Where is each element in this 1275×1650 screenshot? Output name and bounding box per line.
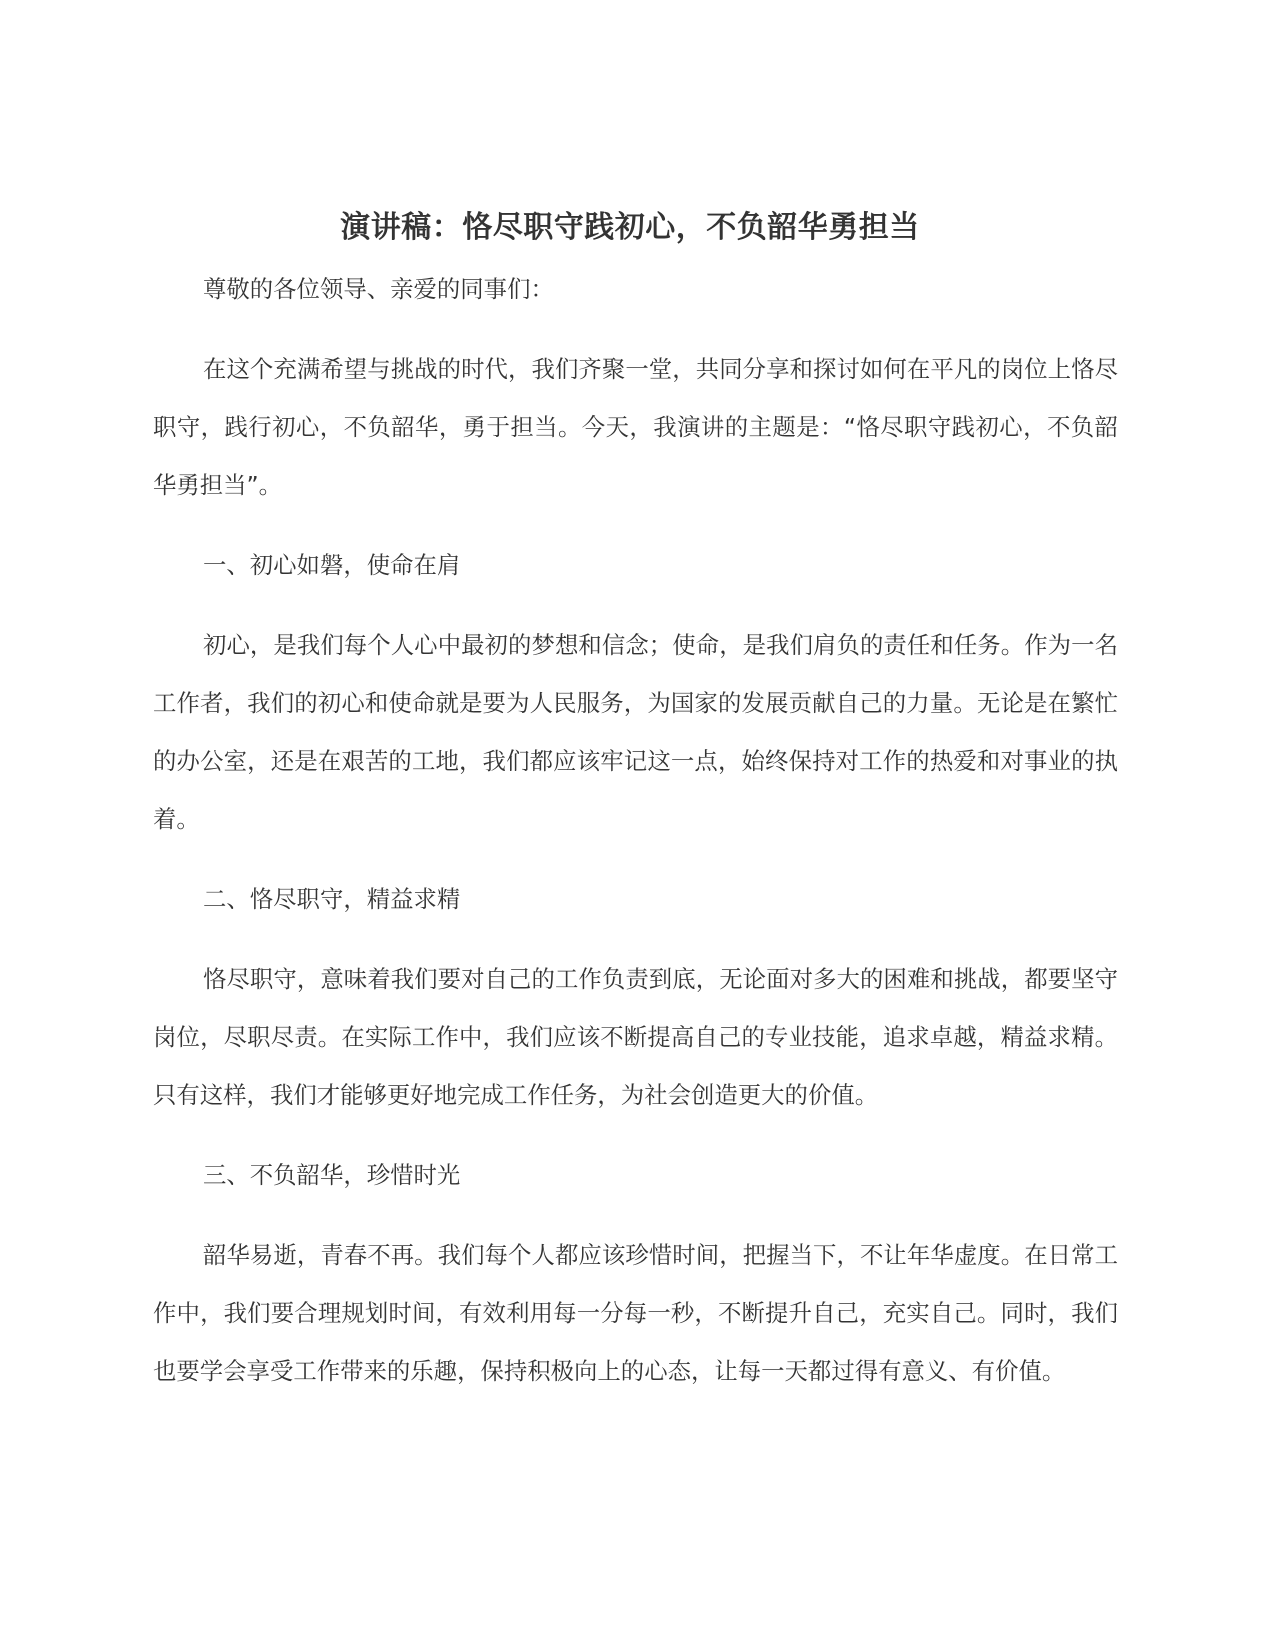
section-paragraph-1: 初心，是我们每个人心中最初的梦想和信念；使命，是我们肩负的责任和任务。作为一名工作者，我们的初心和使命就是要为人民服务，为国家的发展贡献自己的力量。无论是在繁忙的办公室，还是在艰苦的工地，我们都应该牢记这一点，始终保持对工作的热爱和对事业的执着。: [153, 631, 1118, 833]
intro-paragraph: 在这个充满希望与挑战的时代，我们齐聚一堂，共同分享和探讨如何在平凡的岗位上恪尽职守，践行初心，不负韶华，勇于担当。今天，我演讲的主题是：“恪尽职守践初心，不负韶华勇担当”。: [153, 355, 1118, 499]
document-body: [153, 260, 1118, 1422]
document-title: 演讲稿：恪尽职守践初心，不负韶华勇担当: [340, 210, 920, 246]
section-paragraph-3: 韶华易逝，青春不再。我们每个人都应该珍惜时间，把握当下，不让年华虚度。在日常工作中，我们要合理规划时间，有效利用每一分每一秒，不断提升自己，充实自己。同时，我们也要学会享受工作带来的乐趣，保持积极向上的心态，让每一天都过得有意义、有价值。: [153, 1241, 1118, 1385]
salutation: 尊敬的各位领导、亲爱的同事们：: [203, 275, 554, 303]
section-heading-3: 三、不负韶华，珍惜时光: [203, 1161, 461, 1189]
section-paragraph-2: 恪尽职守，意味着我们要对自己的工作负责到底，无论面对多大的困难和挑战，都要坚守岗位，尽职尽责。在实际工作中，我们应该不断提高自己的专业技能，追求卓越，精益求精。只有这样，我们才能够更好地完成工作任务，为社会创造更大的价值。: [153, 965, 1118, 1109]
section-heading-1: 一、初心如磐，使命在肩: [203, 551, 461, 579]
section-heading-2: 二、恪尽职守，精益求精: [203, 885, 461, 913]
